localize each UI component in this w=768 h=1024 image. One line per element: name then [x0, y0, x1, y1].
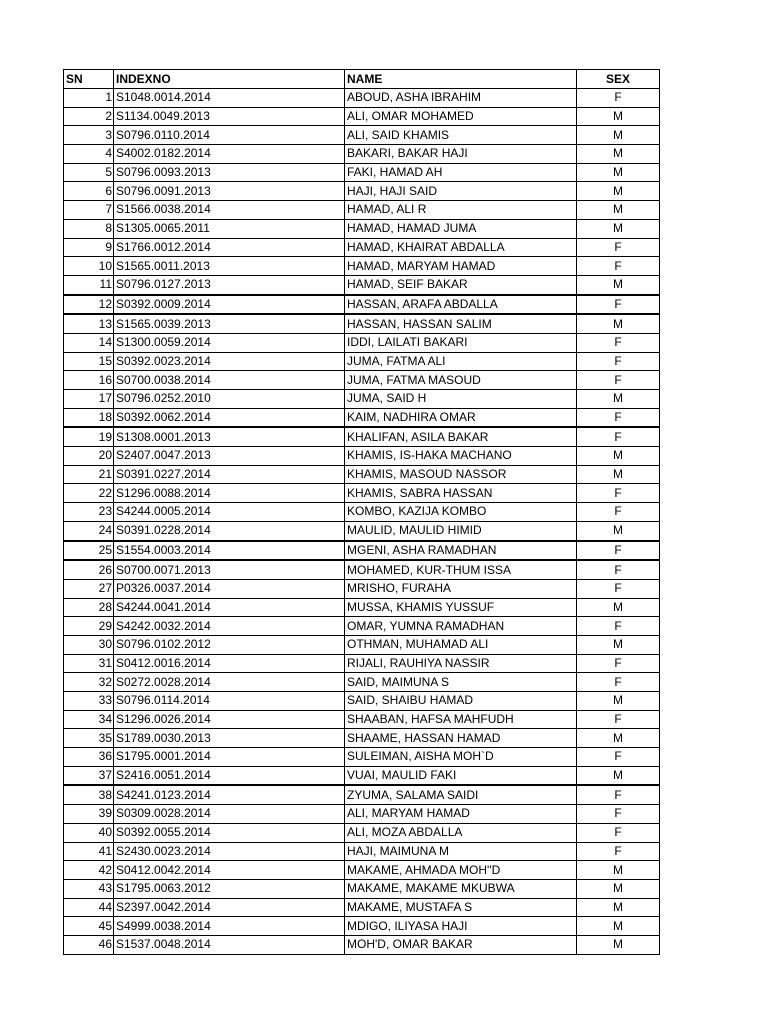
row-sn: 8 — [64, 219, 114, 238]
row-indexno: S1537.0048.2014 — [114, 935, 345, 954]
row-indexno: S0796.0127.2013 — [114, 275, 345, 294]
row-sn: 11 — [64, 275, 114, 294]
row-sex: M — [577, 465, 660, 484]
row-sex: F — [577, 333, 660, 352]
row-sex: F — [577, 579, 660, 598]
row-name: MAKAME, MUSTAFA S — [345, 898, 577, 917]
row-sex: M — [577, 145, 660, 164]
table-row — [64, 823, 660, 842]
table-row — [64, 541, 660, 561]
row-sn: 26 — [64, 560, 114, 579]
row-indexno: S1048.0014.2014 — [114, 89, 345, 108]
row-name: MAULID, MAULID HIMID — [345, 521, 577, 540]
row-sex: F — [577, 89, 660, 108]
row-sn: 41 — [64, 842, 114, 861]
row-sn: 14 — [64, 333, 114, 352]
row-sn: 31 — [64, 654, 114, 673]
header-sn: SN — [64, 70, 114, 89]
row-sn: 37 — [64, 766, 114, 785]
row-name: MGENI, ASHA RAMADHAN — [345, 541, 577, 561]
row-sex: M — [577, 126, 660, 145]
row-name: HAMAD, KHAIRAT ABDALLA — [345, 238, 577, 257]
row-sn: 38 — [64, 785, 114, 804]
row-sex: M — [577, 598, 660, 617]
table-row — [64, 390, 660, 409]
table-row — [64, 447, 660, 466]
row-name: HAJI, MAIMUNA M — [345, 842, 577, 861]
table-row — [64, 710, 660, 729]
row-sn: 4 — [64, 145, 114, 164]
row-name: BAKARI, BAKAR HAJI — [345, 145, 577, 164]
row-sn: 36 — [64, 748, 114, 767]
row-name: HAMAD, ALI R — [345, 201, 577, 220]
table-row — [64, 89, 660, 108]
row-indexno: S0700.0038.2014 — [114, 371, 345, 390]
table-row — [64, 692, 660, 711]
row-sex: M — [577, 766, 660, 785]
row-sn: 3 — [64, 126, 114, 145]
table-row — [64, 238, 660, 257]
row-indexno: S0796.0102.2012 — [114, 635, 345, 654]
row-indexno: S1766.0012.2014 — [114, 238, 345, 257]
row-sn: 29 — [64, 617, 114, 636]
row-name: MOHAMED, KUR-THUM ISSA — [345, 560, 577, 579]
row-indexno: S4244.0041.2014 — [114, 598, 345, 617]
row-name: MOH'D, OMAR BAKAR — [345, 935, 577, 954]
row-sex: F — [577, 503, 660, 522]
table-row — [64, 521, 660, 540]
row-sn: 28 — [64, 598, 114, 617]
row-name: KHAMIS, SABRA HASSAN — [345, 484, 577, 503]
row-indexno: S0700.0071.2013 — [114, 560, 345, 579]
row-indexno: S4999.0038.2014 — [114, 917, 345, 936]
row-indexno: S0412.0042.2014 — [114, 861, 345, 880]
row-indexno: S1305.0065.2011 — [114, 219, 345, 238]
row-indexno: S0272.0028.2014 — [114, 673, 345, 692]
row-indexno: S0392.0062.2014 — [114, 408, 345, 427]
row-name: KHAMIS, IS-HAKA MACHANO — [345, 447, 577, 466]
row-name: ABOUD, ASHA IBRAHIM — [345, 89, 577, 108]
row-name: SULEIMAN, AISHA MOH`D — [345, 748, 577, 767]
row-name: HASSAN, HASSAN SALIM — [345, 314, 577, 333]
row-sex: M — [577, 861, 660, 880]
row-indexno: P0326.0037.2014 — [114, 579, 345, 598]
table-body — [64, 89, 660, 955]
row-sn: 1 — [64, 89, 114, 108]
row-indexno: S0796.0091.2013 — [114, 182, 345, 201]
table-row — [64, 673, 660, 692]
row-sex: F — [577, 710, 660, 729]
row-sn: 7 — [64, 201, 114, 220]
row-sex: M — [577, 917, 660, 936]
row-name: MRISHO, FURAHA — [345, 579, 577, 598]
table-row — [64, 314, 660, 333]
table-row — [64, 219, 660, 238]
table-row — [64, 785, 660, 804]
row-sn: 13 — [64, 314, 114, 333]
table-row — [64, 898, 660, 917]
table-row — [64, 503, 660, 522]
row-sex: M — [577, 163, 660, 182]
row-sn: 25 — [64, 541, 114, 561]
row-sex: M — [577, 201, 660, 220]
row-sex: F — [577, 560, 660, 579]
row-sex: F — [577, 408, 660, 427]
row-sn: 18 — [64, 408, 114, 427]
row-sn: 21 — [64, 465, 114, 484]
table-row — [64, 917, 660, 936]
row-sex: M — [577, 879, 660, 898]
row-sn: 34 — [64, 710, 114, 729]
row-indexno: S0412.0016.2014 — [114, 654, 345, 673]
table-row — [64, 371, 660, 390]
row-name: ZYUMA, SALAMA SAIDI — [345, 785, 577, 804]
row-sex: F — [577, 748, 660, 767]
row-indexno: S1795.0063.2012 — [114, 879, 345, 898]
row-indexno: S1296.0088.2014 — [114, 484, 345, 503]
row-sex: F — [577, 295, 660, 315]
row-sex: F — [577, 352, 660, 371]
table-row — [64, 842, 660, 861]
row-sn: 17 — [64, 390, 114, 409]
row-sn: 42 — [64, 861, 114, 880]
row-indexno: S4002.0182.2014 — [114, 145, 345, 164]
row-sn: 12 — [64, 295, 114, 315]
row-sex: M — [577, 314, 660, 333]
row-name: HAMAD, MARYAM HAMAD — [345, 257, 577, 276]
table-row — [64, 257, 660, 276]
row-sn: 2 — [64, 107, 114, 126]
row-sex: M — [577, 219, 660, 238]
row-name: SHAAME, HASSAN HAMAD — [345, 729, 577, 748]
row-name: KHAMIS, MASOUD NASSOR — [345, 465, 577, 484]
row-indexno: S4242.0032.2014 — [114, 617, 345, 636]
header-sex: SEX — [577, 70, 660, 89]
row-sex: F — [577, 785, 660, 804]
table-row — [64, 598, 660, 617]
table-row — [64, 465, 660, 484]
table-row — [64, 635, 660, 654]
row-name: RIJALI, RAUHIYA NASSIR — [345, 654, 577, 673]
row-sex: M — [577, 635, 660, 654]
row-name: MAKAME, MAKAME MKUBWA — [345, 879, 577, 898]
row-indexno: S0392.0023.2014 — [114, 352, 345, 371]
row-sex: F — [577, 654, 660, 673]
row-indexno: S1554.0003.2014 — [114, 541, 345, 561]
row-name: ALI, SAID KHAMIS — [345, 126, 577, 145]
table-row — [64, 766, 660, 785]
row-indexno: S1296.0026.2014 — [114, 710, 345, 729]
row-name: KHALIFAN, ASILA BAKAR — [345, 427, 577, 446]
row-sn: 39 — [64, 805, 114, 824]
row-indexno: S0309.0028.2014 — [114, 805, 345, 824]
table-row — [64, 729, 660, 748]
row-sn: 5 — [64, 163, 114, 182]
row-sex: M — [577, 447, 660, 466]
row-sex: M — [577, 521, 660, 540]
row-indexno: S0391.0227.2014 — [114, 465, 345, 484]
row-sn: 44 — [64, 898, 114, 917]
row-sn: 27 — [64, 579, 114, 598]
row-name: HAJI, HAJI SAID — [345, 182, 577, 201]
table-row — [64, 748, 660, 767]
row-sex: F — [577, 238, 660, 257]
row-sn: 43 — [64, 879, 114, 898]
row-name: OTHMAN, MUHAMAD ALI — [345, 635, 577, 654]
row-sex: F — [577, 257, 660, 276]
row-sn: 40 — [64, 823, 114, 842]
row-indexno: S0392.0055.2014 — [114, 823, 345, 842]
table-row — [64, 201, 660, 220]
row-indexno: S1308.0001.2013 — [114, 427, 345, 446]
row-sex: F — [577, 823, 660, 842]
row-sn: 32 — [64, 673, 114, 692]
row-sn: 9 — [64, 238, 114, 257]
row-indexno: S0392.0009.2014 — [114, 295, 345, 315]
row-indexno: S1134.0049.2013 — [114, 107, 345, 126]
header-row — [64, 70, 660, 89]
row-indexno: S4241.0123.2014 — [114, 785, 345, 804]
table-row — [64, 275, 660, 294]
row-sn: 33 — [64, 692, 114, 711]
row-indexno: S4244.0005.2014 — [114, 503, 345, 522]
table-row — [64, 427, 660, 446]
row-name: MUSSA, KHAMIS YUSSUF — [345, 598, 577, 617]
row-sex: F — [577, 371, 660, 390]
row-indexno: S0796.0093.2013 — [114, 163, 345, 182]
table-row — [64, 579, 660, 598]
header-name: NAME — [345, 70, 577, 89]
row-sn: 19 — [64, 427, 114, 446]
row-name: KAIM, NADHIRA OMAR — [345, 408, 577, 427]
row-indexno: S1565.0039.2013 — [114, 314, 345, 333]
row-sex: F — [577, 484, 660, 503]
table-row — [64, 805, 660, 824]
row-name: FAKI, HAMAD AH — [345, 163, 577, 182]
row-sn: 35 — [64, 729, 114, 748]
row-name: ALI, OMAR MOHAMED — [345, 107, 577, 126]
row-sn: 30 — [64, 635, 114, 654]
row-name: JUMA, FATMA ALI — [345, 352, 577, 371]
table-row — [64, 861, 660, 880]
row-sn: 20 — [64, 447, 114, 466]
row-sex: M — [577, 935, 660, 954]
row-indexno: S1795.0001.2014 — [114, 748, 345, 767]
row-name: ALI, MARYAM HAMAD — [345, 805, 577, 824]
row-sex: M — [577, 182, 660, 201]
row-name: OMAR, YUMNA RAMADHAN — [345, 617, 577, 636]
row-name: SAID, MAIMUNA S — [345, 673, 577, 692]
row-name: MAKAME, AHMADA MOH''D — [345, 861, 577, 880]
table-row — [64, 145, 660, 164]
row-sex: M — [577, 898, 660, 917]
table-row — [64, 484, 660, 503]
row-indexno: S0796.0110.2014 — [114, 126, 345, 145]
row-indexno: S1300.0059.2014 — [114, 333, 345, 352]
row-name: SAID, SHAIBU HAMAD — [345, 692, 577, 711]
table-row — [64, 107, 660, 126]
row-indexno: S0796.0252.2010 — [114, 390, 345, 409]
table-row — [64, 333, 660, 352]
row-name: ALI, MOZA ABDALLA — [345, 823, 577, 842]
row-indexno: S2407.0047.2013 — [114, 447, 345, 466]
row-indexno: S2430.0023.2014 — [114, 842, 345, 861]
table-row — [64, 163, 660, 182]
row-name: JUMA, FATMA MASOUD — [345, 371, 577, 390]
row-sex: M — [577, 107, 660, 126]
row-name: VUAI, MAULID FAKI — [345, 766, 577, 785]
row-name: MDIGO, ILIYASA HAJI — [345, 917, 577, 936]
row-sex: F — [577, 673, 660, 692]
table-row — [64, 182, 660, 201]
row-sex: M — [577, 390, 660, 409]
table-row — [64, 935, 660, 954]
row-sex: F — [577, 617, 660, 636]
row-name: IDDI, LAILATI BAKARI — [345, 333, 577, 352]
row-sn: 10 — [64, 257, 114, 276]
row-name: HAMAD, HAMAD JUMA — [345, 219, 577, 238]
row-indexno: S1789.0030.2013 — [114, 729, 345, 748]
row-sn: 46 — [64, 935, 114, 954]
table-row — [64, 617, 660, 636]
row-name: SHAABAN, HAFSA MAHFUDH — [345, 710, 577, 729]
row-indexno: S0796.0114.2014 — [114, 692, 345, 711]
row-sex: M — [577, 729, 660, 748]
row-sex: F — [577, 842, 660, 861]
table-row — [64, 560, 660, 579]
row-sex: M — [577, 692, 660, 711]
student-list-table — [63, 69, 660, 955]
row-indexno: S1566.0038.2014 — [114, 201, 345, 220]
row-sex: F — [577, 805, 660, 824]
table-row — [64, 654, 660, 673]
row-sn: 45 — [64, 917, 114, 936]
row-sn: 23 — [64, 503, 114, 522]
row-sex: M — [577, 275, 660, 294]
table-row — [64, 126, 660, 145]
header-indexno: INDEXNO — [114, 70, 345, 89]
row-sn: 6 — [64, 182, 114, 201]
row-name: KOMBO, KAZIJA KOMBO — [345, 503, 577, 522]
row-sex: F — [577, 427, 660, 446]
row-sex: F — [577, 541, 660, 561]
table-row — [64, 408, 660, 427]
row-sn: 22 — [64, 484, 114, 503]
row-indexno: S1565.0011.2013 — [114, 257, 345, 276]
row-name: HASSAN, ARAFA ABDALLA — [345, 295, 577, 315]
row-indexno: S0391.0228.2014 — [114, 521, 345, 540]
row-name: HAMAD, SEIF BAKAR — [345, 275, 577, 294]
row-indexno: S2397.0042.2014 — [114, 898, 345, 917]
row-name: JUMA, SAID H — [345, 390, 577, 409]
row-sn: 24 — [64, 521, 114, 540]
table-row — [64, 879, 660, 898]
row-indexno: S2416.0051.2014 — [114, 766, 345, 785]
table-row — [64, 352, 660, 371]
table-row — [64, 295, 660, 315]
row-sn: 16 — [64, 371, 114, 390]
row-sn: 15 — [64, 352, 114, 371]
